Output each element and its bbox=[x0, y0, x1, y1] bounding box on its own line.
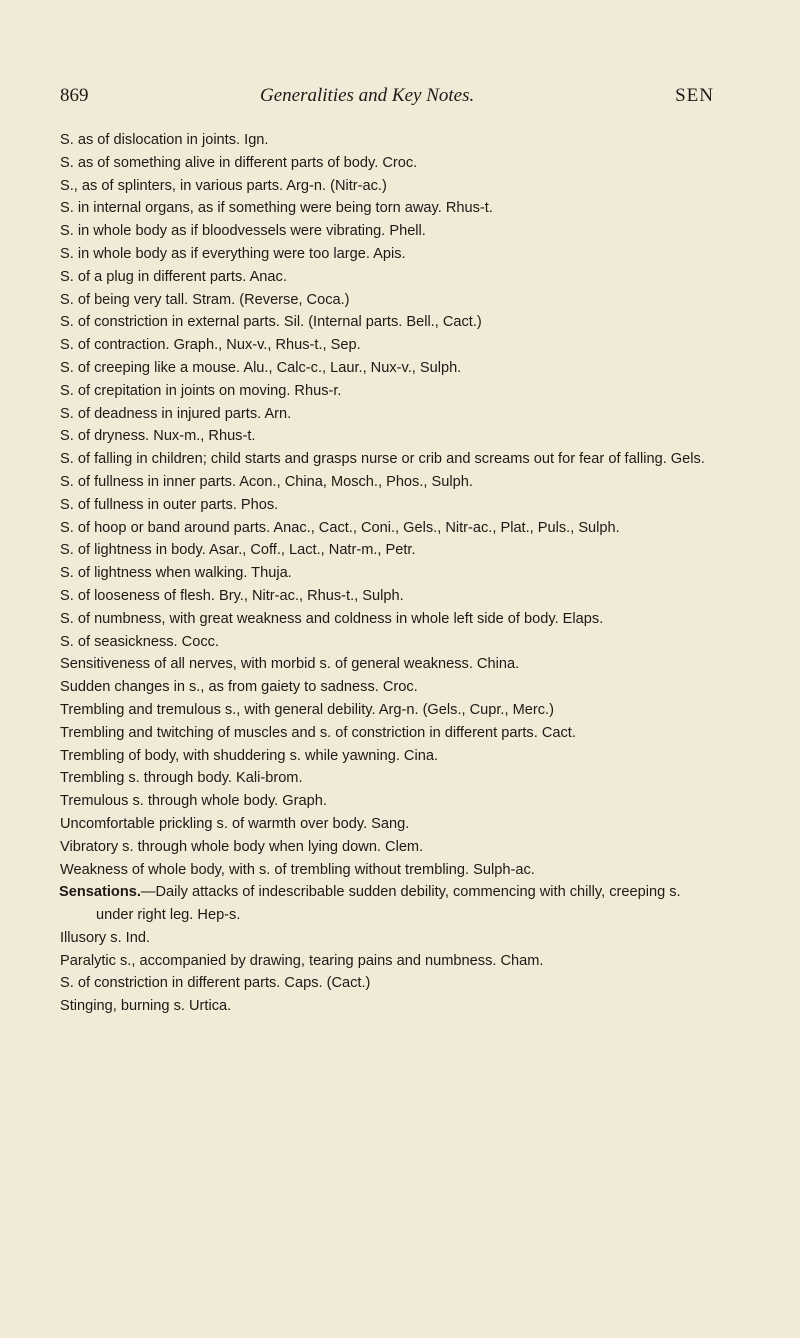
entry: S. of creeping like a mouse. Alu., Calc-c., Laur., Nux-v., Sulph. bbox=[60, 359, 462, 376]
entry: Stinging, burning s. Urtica. bbox=[60, 998, 232, 1015]
running-title: Generalities and Key Notes. bbox=[260, 85, 475, 106]
entry: S. in whole body as if bloodvessels were vibrating. Phell. bbox=[60, 223, 426, 240]
entry: Uncomfortable prickling s. of warmth over body. Sang. bbox=[60, 815, 410, 832]
page-number: 869 bbox=[60, 85, 89, 106]
entry: Sensitiveness of all nerves, with morbid s. of general weakness. China. bbox=[60, 656, 520, 673]
entry: S. in internal organs, as if something were being torn away. Rhus-t. bbox=[60, 200, 493, 217]
entry: S. of constriction in external parts. Sil. (Internal parts. Bell., Cact.) bbox=[60, 314, 482, 331]
entry: Trembling and tremulous s., with general debility. Arg-n. (Gels., Cupr., Merc.) bbox=[60, 701, 554, 718]
entry: Paralytic s., accompanied by drawing, tearing pains and numbness. Cham. bbox=[60, 952, 544, 969]
entry: S. of lightness when walking. Thuja. bbox=[60, 565, 292, 582]
entry: S. of constriction in different parts. Caps. (Cact.) bbox=[60, 975, 371, 992]
entry: S. of crepitation in joints on moving. Rhus-r. bbox=[60, 382, 342, 399]
entry: S. of dryness. Nux-m., Rhus-t. bbox=[60, 428, 256, 445]
entry: S. of numbness, with great weakness and coldness in whole left side of body. Elaps. bbox=[60, 610, 604, 627]
entry: S. of a plug in different parts. Anac. bbox=[60, 268, 287, 285]
entry: S. as of something alive in different parts of body. Croc. bbox=[60, 154, 418, 171]
entry: S. of deadness in injured parts. Arn. bbox=[60, 405, 292, 422]
entry: S. of fullness in inner parts. Acon., China, Mosch., Phos., Sulph. bbox=[60, 473, 473, 490]
entry: Trembling of body, with shuddering s. while yawning. Cina. bbox=[60, 747, 439, 764]
entry: S. in whole body as if everything were too large. Apis. bbox=[60, 245, 406, 262]
page-header bbox=[60, 85, 714, 115]
entry: S. of seasickness. Cocc. bbox=[60, 633, 219, 650]
entry: S. of hoop or band around parts. Anac., Cact., Coni., Gels., Nitr-ac., Plat., Puls., Sulph. bbox=[60, 519, 620, 536]
entry: Illusory s. Ind. bbox=[60, 929, 151, 946]
entry: Weakness of whole body, with s. of trembling without trembling. Sulph-ac. bbox=[60, 861, 535, 878]
sensations-heading: Sensations. bbox=[59, 884, 141, 901]
page-body bbox=[60, 129, 720, 1018]
entry: Trembling and twitching of muscles and s. of constriction in different parts. Cact. bbox=[60, 724, 576, 741]
sensations-entry bbox=[59, 881, 720, 927]
entry: Vibratory s. through whole body when lying down. Clem. bbox=[60, 838, 424, 855]
sensations-text: —Daily attacks of indescribable sudden debility, commencing with chilly, creeping s. under right leg. Hep-s. bbox=[96, 884, 681, 924]
entry: Trembling s. through body. Kali-brom. bbox=[60, 770, 303, 787]
section-abbreviation: SEN bbox=[675, 85, 714, 106]
entry: S. of lightness in body. Asar., Coff., Lact., Natr-m., Petr. bbox=[60, 542, 416, 559]
entry: S. of being very tall. Stram. (Reverse, Coca.) bbox=[60, 291, 350, 308]
entry: S., as of splinters, in various parts. Arg-n. (Nitr-ac.) bbox=[60, 177, 387, 194]
entry: S. of fullness in outer parts. Phos. bbox=[60, 496, 279, 513]
entry: Tremulous s. through whole body. Graph. bbox=[60, 793, 327, 810]
entry: Sudden changes in s., as from gaiety to sadness. Croc. bbox=[60, 679, 418, 696]
entry: S. of looseness of flesh. Bry., Nitr-ac., Rhus-t., Sulph. bbox=[60, 587, 404, 604]
entry: S. of contraction. Graph., Nux-v., Rhus-t., Sep. bbox=[60, 337, 361, 354]
entry: S. as of dislocation in joints. Ign. bbox=[60, 132, 269, 148]
entry: S. of falling in children; child starts and grasps nurse or crib and screams out for fear of falling. Gels. bbox=[60, 451, 705, 468]
